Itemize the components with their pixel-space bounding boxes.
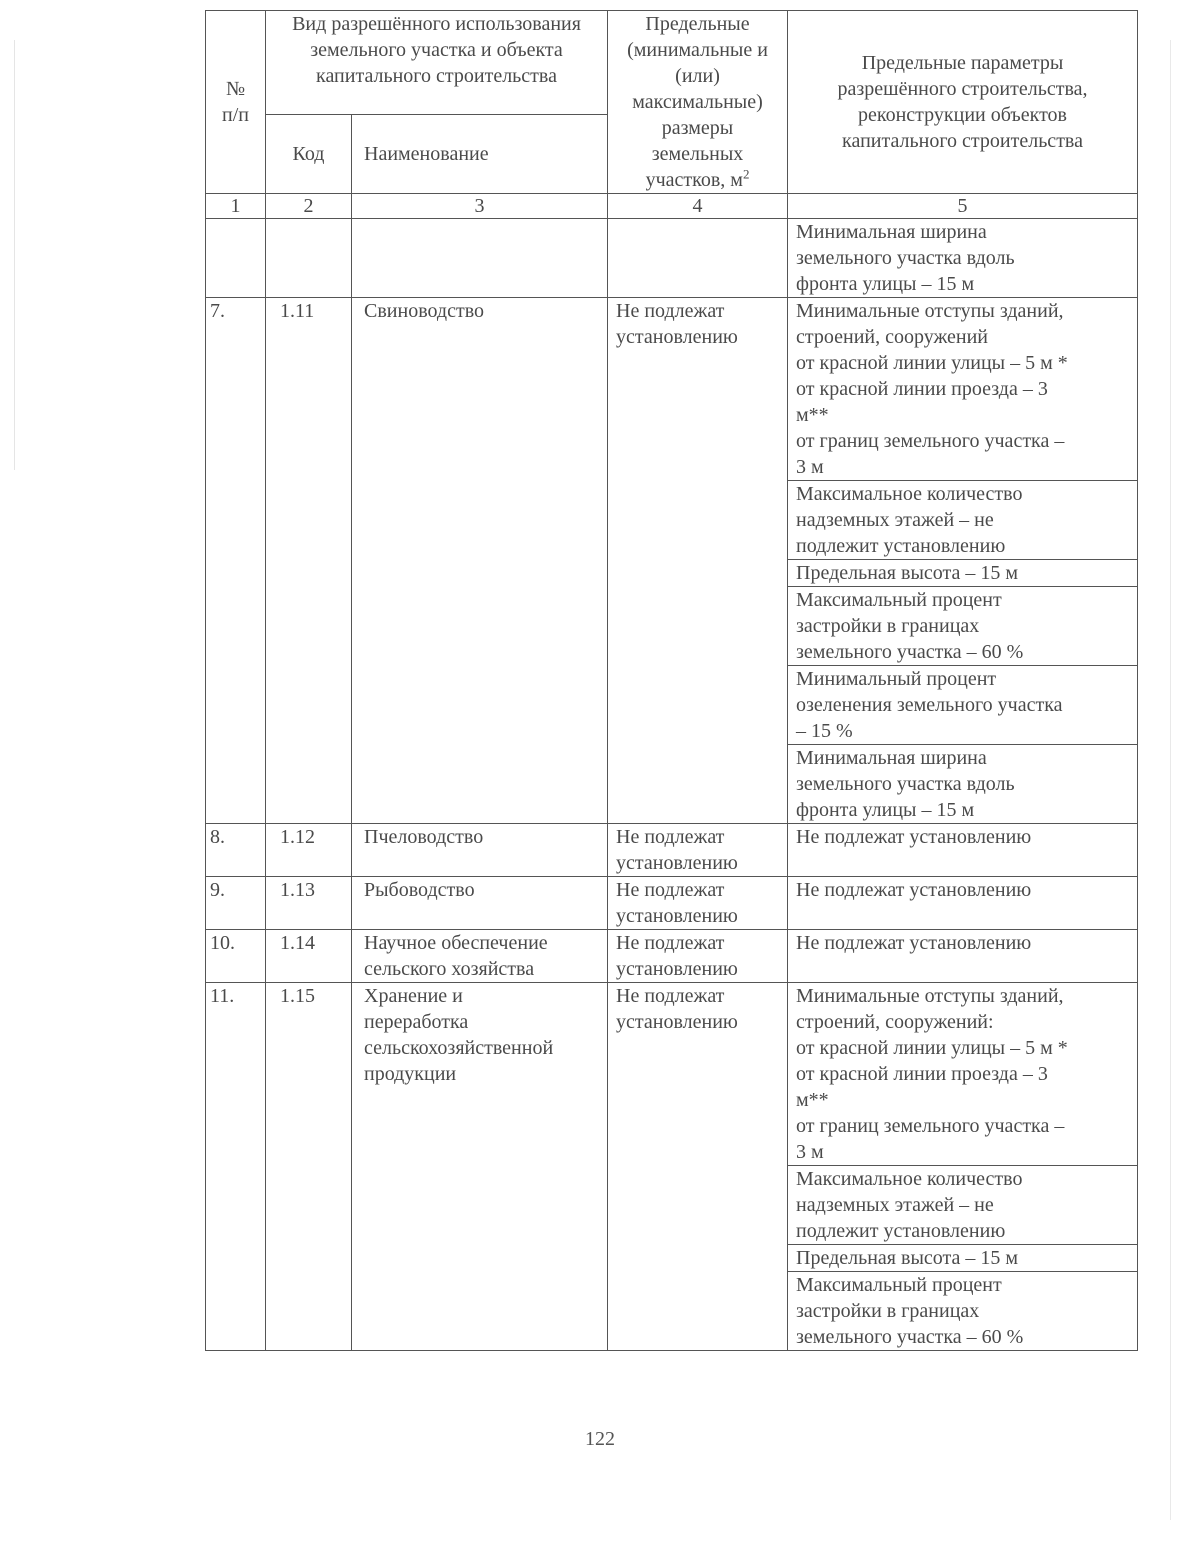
row-name: Рыбоводство <box>352 877 608 930</box>
table-row <box>206 983 1138 1166</box>
row-num: 10. <box>206 930 266 983</box>
row-code <box>266 219 352 298</box>
table-header-row <box>206 11 1138 115</box>
col-number: 4 <box>608 194 788 219</box>
row-name: Научное обеспечение сельского хозяйства <box>352 930 608 983</box>
col-number: 3 <box>352 194 608 219</box>
table-row <box>206 219 1138 298</box>
table-row <box>206 298 1138 481</box>
row-num: 11. <box>206 983 266 1351</box>
land-use-table <box>205 10 1138 1351</box>
column-numbers-row <box>206 194 1138 219</box>
scan-edge-left <box>14 40 15 470</box>
row-name: Хранение и переработка сельскохозяйственной продукции <box>352 983 608 1351</box>
row-name: Свиноводство <box>352 298 608 824</box>
table-row <box>206 877 1138 930</box>
header-code: Код <box>266 114 352 193</box>
row-num: 8. <box>206 824 266 877</box>
col-number: 2 <box>266 194 352 219</box>
row-size: Не подлежат установлению <box>608 983 788 1351</box>
row-size: Не подлежат установлению <box>608 877 788 930</box>
row-code: 1.14 <box>266 930 352 983</box>
row-param: Минимальные отступы зданий, строений, сооружений от красной линии улицы – 5 м * от красной линии проезда – 3 м** от границ земельного участка – 3 м <box>788 298 1138 481</box>
row-size: Не подлежат установлению <box>608 298 788 824</box>
row-code: 1.15 <box>266 983 352 1351</box>
row-param: Максимальное количество надземных этажей – не подлежит установлению <box>788 481 1138 560</box>
page-number: 122 <box>585 1428 615 1450</box>
header-params: Предельные параметры разрешённого строительства, реконструкции объектов капитального строительства <box>788 11 1138 194</box>
row-code: 1.13 <box>266 877 352 930</box>
row-code: 1.12 <box>266 824 352 877</box>
header-name: Наименование <box>352 114 608 193</box>
row-size: Не подлежат установлению <box>608 824 788 877</box>
table-row <box>206 930 1138 983</box>
row-code: 1.11 <box>266 298 352 824</box>
row-num: 9. <box>206 877 266 930</box>
row-name <box>352 219 608 298</box>
row-num <box>206 219 266 298</box>
row-param: Не подлежат установлению <box>788 824 1138 877</box>
row-param: Максимальный процент застройки в границах земельного участка – 60 % <box>788 1272 1138 1351</box>
col-number: 1 <box>206 194 266 219</box>
row-param: Максимальный процент застройки в границах земельного участка – 60 % <box>788 587 1138 666</box>
row-param: Не подлежат установлению <box>788 877 1138 930</box>
row-name: Пчеловодство <box>352 824 608 877</box>
header-use-group: Вид разрешённого использования земельного участка и объекта капитального строительства <box>266 11 608 115</box>
scan-edge-right <box>1170 40 1171 1520</box>
row-param: Минимальная ширина земельного участка вдоль фронта улицы – 15 м <box>788 219 1138 298</box>
row-param: Минимальная ширина земельного участка вдоль фронта улицы – 15 м <box>788 745 1138 824</box>
row-param: Минимальный процент озеленения земельного участка – 15 % <box>788 666 1138 745</box>
row-param: Минимальные отступы зданий, строений, сооружений: от красной линии улицы – 5 м * от красной линии проезда – 3 м** от границ земельного участка – 3 м <box>788 983 1138 1166</box>
row-param: Максимальное количество надземных этажей – не подлежит установлению <box>788 1166 1138 1245</box>
header-num: № п/п <box>206 11 266 194</box>
row-param: Не подлежат установлению <box>788 930 1138 983</box>
table-row <box>206 824 1138 877</box>
col-number: 5 <box>788 194 1138 219</box>
row-size <box>608 219 788 298</box>
header-size: Предельные (минимальные и (или) максимальные) размеры земельных участков, $м^2$ <box>608 11 788 194</box>
row-num: 7. <box>206 298 266 824</box>
row-size: Не подлежат установлению <box>608 930 788 983</box>
row-param: Предельная высота – 15 м <box>788 560 1138 587</box>
row-param: Предельная высота – 15 м <box>788 1245 1138 1272</box>
